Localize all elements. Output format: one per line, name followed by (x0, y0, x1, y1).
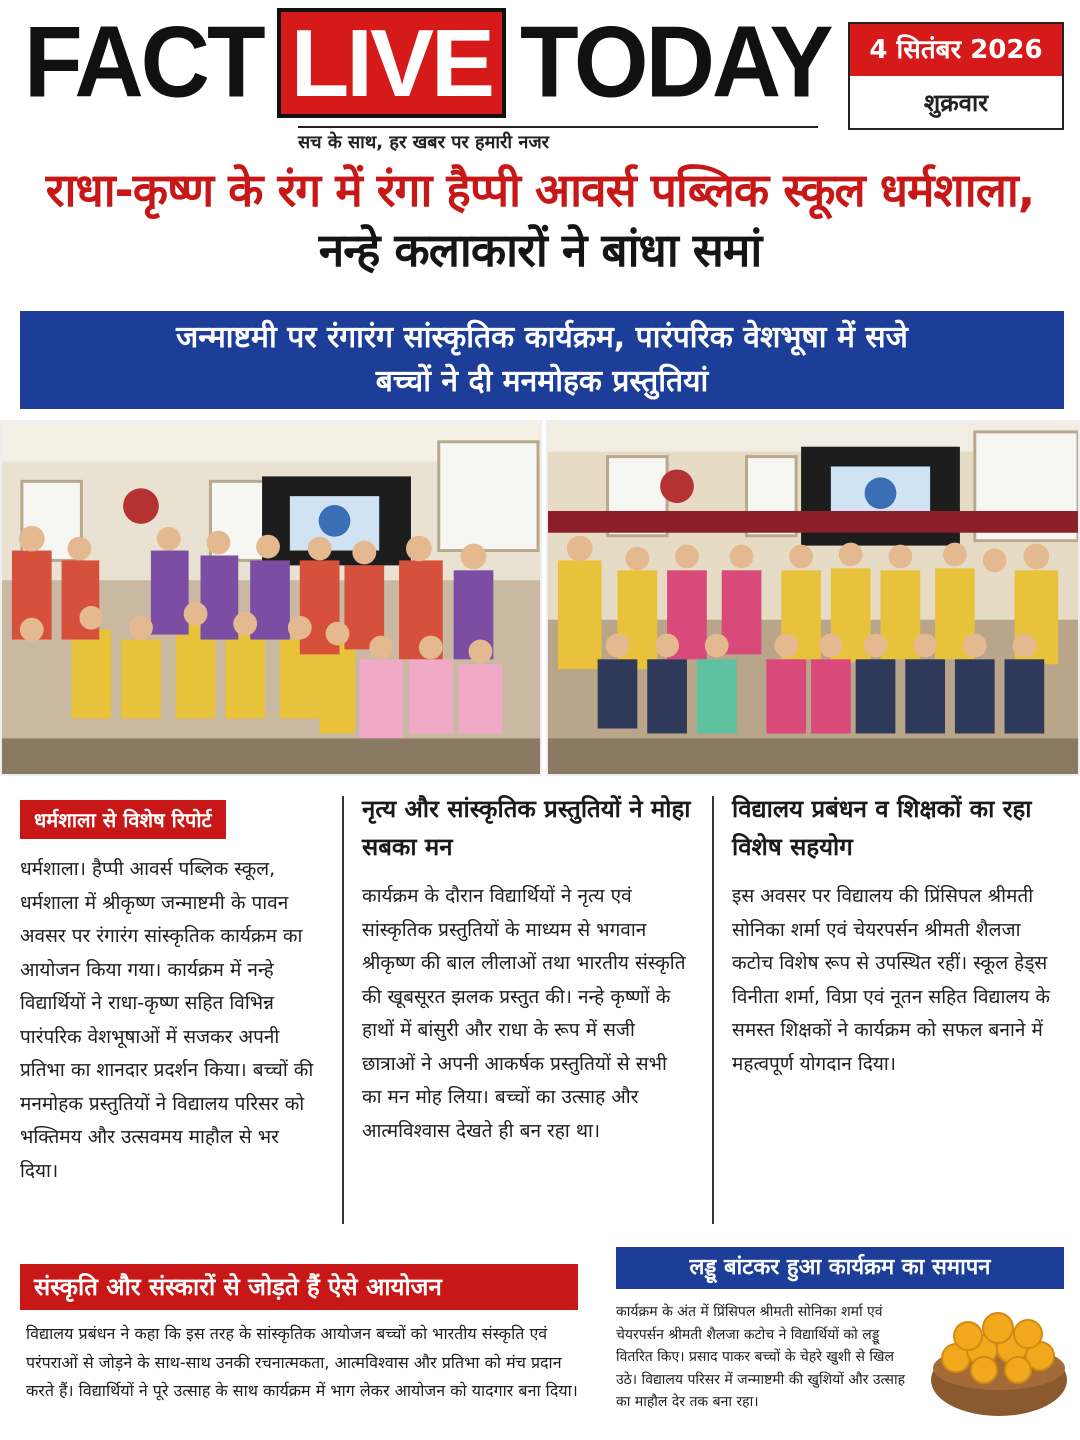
column-3-body: इस अवसर पर विद्यालय की प्रिंसिपल श्रीमती सोनिका शर्मा एवं चेयरपर्सन श्रीमती शैलजा कटोच विशेष रूप से उपस्थित रहीं। स्कूल हेड्स विनीता शर्मा, विप्रा एवं नूतन सहित विद्यालय के समस्त शिक्षकों ने कार्यक्रम को सफल बनाने में महत्वपूर्ण योगदान दिया। (732, 885, 1050, 1075)
date-box (848, 22, 1064, 130)
culture-section-body: विद्यालय प्रबंधन ने कहा कि इस तरह के सांस्कृतिक आयोजन बच्चों को भारतीय संस्कृति एवं परंपराओं से जोड़ने के साथ-साथ उनकी रचनात्मकता, आत्मविश्वास और प्रतिभा को मंच प्रदान करते हैं। विद्यार्थियों ने पूरे उत्साह के साथ कार्यक्रम में भाग लेकर आयोजन को यादगार बना दिया। (26, 1324, 578, 1400)
headline-line-2: नन्हे कलाकारों ने बांधा समां (318, 223, 762, 277)
article-column-2 (362, 790, 692, 1148)
column-divider (342, 796, 344, 1224)
laddu-bowl-image (928, 1288, 1070, 1428)
masthead (0, 0, 1080, 153)
laddu-section-heading: लड्डू बांटकर हुआ कार्यक्रम का समापन (616, 1247, 1064, 1289)
issue-date: 4 सितंबर 2026 (850, 24, 1062, 76)
column-2-body: कार्यक्रम के दौरान विद्यार्थियों ने नृत्य एवं सांस्कृतिक प्रस्तुतियों के माध्यम से भगवान श्रीकृष्ण की बाल लीलाओं तथा भारतीय संस्कृति की खूबसूरत झलक प्रस्तुत की। नन्हे कृष्णों के हाथों में बांसुरी और राधा के रूप में सजी छात्राओं ने अपनी आकर्षक प्रस्तुतियों से सभी का मन मोह लिया। बच्चों का उत्साह और आत्मविश्वास देखते ही बन रहा था। (362, 885, 686, 1142)
event-photo-left (0, 420, 542, 776)
article-column-1 (20, 790, 320, 1188)
column-divider (712, 796, 714, 1224)
children-group-photo-right (548, 422, 1078, 774)
children-group-photo-left (2, 422, 540, 774)
laddu-section-body: कार्यक्रम के अंत में प्रिंसिपल श्रीमती सोनिका शर्मा एवं चेयरपर्सन श्रीमती शैलजा कटोच ने विद्यार्थियों को लड्डू वितरित किए। प्रसाद पाकर बच्चों के चेहरे खुशी से खिल उठे। विद्यालय परिसर में जन्माष्टमी की खुशियों और उत्साह का माहौल देर तक बना रहा। (616, 1304, 906, 1410)
logo-word-live: LIVE (277, 8, 506, 118)
article-column-3 (732, 790, 1062, 1081)
logo-word-today: TODAY (520, 6, 831, 119)
logo-word-fact: FACT (24, 6, 263, 119)
column-1-body: धर्मशाला। हैप्पी आवर्स पब्लिक स्कूल, धर्मशाला में श्रीकृष्ण जन्माष्टमी के पावन अवसर पर रंगारंग सांस्कृतिक कार्यक्रम का आयोजन किया गया। कार्यक्रम में नन्हे विद्यार्थियों ने राधा-कृष्ण सहित विभिन्न पारंपरिक वेशभूषाओं में सजकर अपनी प्रतिभा का शानदार प्रदर्शन किया। बच्चों की मनमोहक प्रस्तुतियों ने विद्यालय परिसर को भक्तिमय और उत्सवमय माहौल से भर दिया। (20, 858, 314, 1182)
culture-section (20, 1264, 578, 1406)
culture-section-heading: संस्कृति और संस्कारों से जोड़ते हैं ऐसे आयोजन (20, 1264, 578, 1310)
subheadline-banner (20, 311, 1064, 409)
column-2-heading: नृत्य और सांस्कृतिक प्रस्तुतियों ने मोहा सबका मन (362, 795, 691, 861)
report-kicker: धर्मशाला से विशेष रिपोर्ट (20, 800, 226, 839)
newspaper-logo (24, 8, 830, 118)
column-3-heading: विद्यालय प्रबंधन व शिक्षकों का रहा विशेष सहयोग (732, 795, 1032, 861)
subheadline-line-2: बच्चों ने दी मनमोहक प्रस्तुतियां (375, 364, 709, 399)
headline-line-1: राधा-कृष्ण के रंग में रंगा हैप्पी आवर्स पब्लिक स्कूल धर्मशाला, (45, 163, 1035, 217)
subheadline-line-1: जन्माष्टमी पर रंगारंग सांस्कृतिक कार्यक्रम, पारंपरिक वेशभूषा में सजे (176, 320, 908, 355)
headline (10, 160, 1070, 280)
tagline: सच के साथ, हर खबर पर हमारी नजर (298, 126, 818, 154)
issue-weekday: शुक्रवार (923, 89, 989, 117)
event-photo-right (546, 420, 1080, 776)
